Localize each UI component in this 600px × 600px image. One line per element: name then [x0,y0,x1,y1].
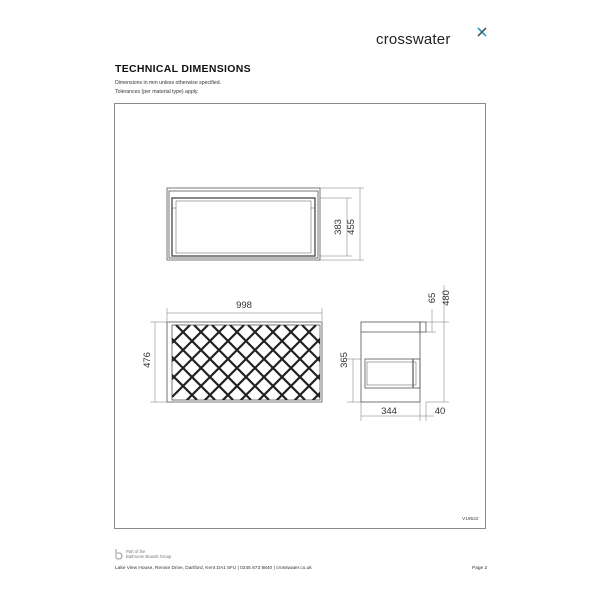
footer-address: Lake View House, Rennie Drive, Dartford, Kent DA1 5FU | 0345 873 8840 | crosswater.co.uk [115,566,312,571]
group-tagline-line1: Part of the [126,549,146,554]
note-dimensions: Dimensions in mm unless otherwise specified. [115,80,222,86]
drawing-reference: V19522 [462,517,479,522]
dim-top-inner: 383 [333,219,344,235]
dim-side-offset: 40 [434,406,446,417]
top-view [167,188,320,260]
group-tagline-line2: Bathroom Brands Group [126,554,172,559]
bathroom-brands-group-logo-icon [114,548,124,560]
brand-logo [376,26,486,54]
side-view [361,322,426,402]
group-tagline [126,549,206,559]
dim-side-height: 480 [441,290,452,306]
page-number: Page 2 [472,566,488,571]
dim-width: 998 [236,300,252,311]
dim-top-outer: 455 [346,219,357,235]
technical-drawing [114,103,486,529]
page-title: TECHNICAL DIMENSIONS [115,63,251,75]
brand-x-icon [476,26,488,38]
dim-side-top: 65 [427,292,438,304]
side-view-dimension-lines [347,285,449,421]
dim-height: 476 [142,352,153,368]
dim-side-drawer: 365 [339,352,350,368]
brand-name: crosswater [376,31,451,48]
dim-side-depth: 344 [381,406,397,417]
note-tolerances: Tolerances (per material type) apply. [115,89,199,95]
